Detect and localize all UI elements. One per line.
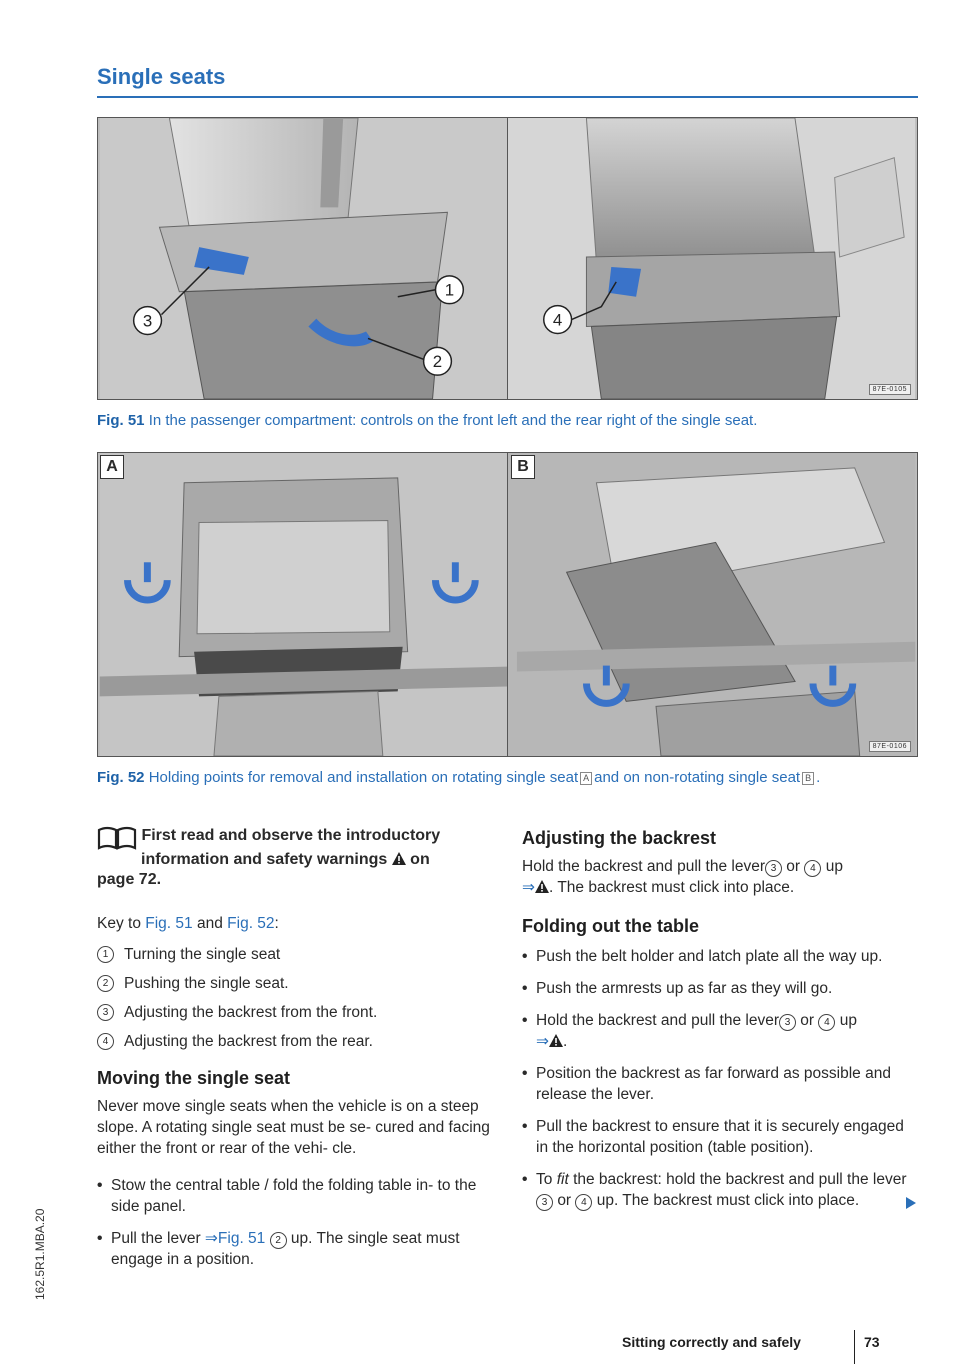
caption-label: Fig. 52 — [97, 769, 145, 786]
panel-label-a: A — [100, 455, 124, 479]
inline-mark-a: A — [580, 772, 592, 785]
callout-number: 3 — [97, 1004, 114, 1021]
key-item — [97, 973, 497, 994]
svg-text:3: 3 — [142, 311, 153, 331]
key-intro — [97, 913, 497, 934]
bullet-text-post: up. The backrest must click into place. — [596, 1192, 860, 1209]
bullet-item: • Push the armrests up as far as they will go. — [522, 980, 833, 997]
bullet-text: Position the backrest as far forward as possible and release the lever. — [536, 1065, 891, 1103]
callout-number: 3 — [779, 1014, 796, 1031]
figure-51-illustration — [98, 118, 917, 399]
continue-arrow-icon[interactable] — [906, 1197, 916, 1209]
heading-adjusting-backrest: Adjusting the backrest — [522, 828, 717, 848]
bullet-text-pre: To — [536, 1171, 553, 1188]
bullet-item: • Hold the backrest and pull the lever 3 or 4 up ⇒ . — [522, 1012, 857, 1050]
callout-number: 1 — [97, 946, 114, 963]
bullet-or: or — [557, 1192, 572, 1209]
key-and: and — [196, 915, 223, 932]
callout-number: 4 — [575, 1194, 592, 1211]
image-code: 87E-0105 — [869, 384, 911, 395]
svg-text:1: 1 — [444, 280, 455, 300]
caption-text: In the passenger compartment: controls on the front left and the rear right of the single seat. — [148, 412, 758, 429]
bullet-item: • Pull the backrest to ensure that it is securely engaged in the horizontal position (table position). — [522, 1116, 917, 1158]
image-code: 87E-0106 — [869, 741, 911, 752]
inline-mark-b: B — [802, 772, 814, 785]
bullet-text — [536, 1169, 917, 1211]
bullet-text-post: up. The single seat must engage in a position. — [111, 1230, 460, 1268]
document-code: 162.5R1.MBA.20 — [33, 1208, 47, 1300]
key-item-text: Turning the single seat — [124, 946, 281, 963]
intro-note — [97, 826, 497, 890]
warning-link[interactable]: ⇒ — [536, 1033, 549, 1050]
callout-number: 4 — [804, 860, 821, 877]
book-icon — [97, 826, 137, 850]
warning-link[interactable]: ⇒ — [522, 879, 535, 896]
svg-text:4: 4 — [552, 310, 563, 330]
key-intro-text: Key to — [97, 915, 141, 932]
footer-divider — [854, 1330, 855, 1364]
caption-text-1: Holding points for removal and installation on rotating single seat — [148, 769, 579, 786]
warning-icon — [549, 1034, 563, 1047]
adjust-or: or — [786, 858, 801, 875]
callout-number: 2 — [97, 975, 114, 992]
intro-note-on: on — [410, 851, 430, 868]
caption-label: Fig. 51 — [97, 412, 145, 429]
section-title: Single seats — [97, 64, 226, 89]
bullet-end: . — [563, 1033, 568, 1050]
caption-text-2: and on non-rotating single seat — [594, 769, 801, 786]
adjust-paragraph — [522, 856, 917, 898]
key-item — [97, 1031, 497, 1052]
page-number: 73 — [864, 1334, 880, 1350]
key-item-text: Adjusting the backrest from the rear. — [124, 1033, 373, 1050]
bullet-text-pre: Pull the lever — [111, 1230, 201, 1247]
figure-52 — [97, 452, 918, 757]
bullet-text: Push the armrests up as far as they will go. — [536, 980, 833, 997]
key-item — [97, 1002, 497, 1023]
key-item-text: Pushing the single seat. — [124, 975, 289, 992]
callout-number: 4 — [97, 1033, 114, 1050]
bullet-item: • To fit the backrest: hold the backrest and pull the lever3 or 4 up. The backrest must click into place. — [522, 1169, 917, 1211]
link-fig-51[interactable]: Fig. 51 — [145, 915, 193, 932]
callout-number: 3 — [765, 860, 782, 877]
callout-number: 2 — [270, 1232, 287, 1249]
right-column — [522, 826, 917, 1222]
bullet-item: • Stow the central table / fold the folding table in- to the side panel. — [97, 1175, 497, 1217]
bullet-text — [111, 1228, 497, 1270]
bullet-item: • Push the belt holder and latch plate all the way up. — [522, 948, 883, 965]
intro-note-page: page 72. — [97, 871, 162, 888]
key-colon: : — [274, 915, 279, 932]
intro-note-line1: First read and observe the introductory — [141, 827, 441, 844]
bullet-text — [536, 1010, 857, 1052]
heading-folding-table: Folding out the table — [522, 916, 699, 936]
bullet-emphasis: fit — [556, 1171, 569, 1188]
figure-52-caption — [97, 767, 897, 788]
bullet-text-pre: Hold the backrest and pull the lever — [536, 1012, 779, 1029]
title-rule — [97, 96, 918, 98]
bullet-text-mid: the backrest: hold the backrest and pull the lever — [573, 1171, 907, 1188]
panel-label-b: B — [511, 455, 535, 479]
callout-number: 4 — [818, 1014, 835, 1031]
heading-moving-seat: Moving the single seat — [97, 1068, 291, 1088]
key-item — [97, 944, 497, 965]
callout-number: 3 — [536, 1194, 553, 1211]
figure-51 — [97, 117, 918, 400]
bullet-text: Pull the backrest to ensure that it is securely engaged in the horizontal position (table position). — [536, 1118, 904, 1156]
figure-52-illustration — [98, 453, 917, 756]
adjust-text-post: . The backrest must click into place. — [549, 879, 795, 896]
bullet-up: up — [839, 1012, 857, 1029]
link-fig-52[interactable]: Fig. 52 — [227, 915, 275, 932]
adjust-up: up — [825, 858, 843, 875]
warning-icon — [535, 880, 549, 893]
bullet-text: Push the belt holder and latch plate all the way up. — [536, 948, 883, 965]
adjust-text-pre: Hold the backrest and pull the lever — [522, 858, 765, 875]
bullet-item: • Position the backrest as far forward as possible and release the lever. — [522, 1063, 917, 1105]
moving-paragraph: Never move single seats when the vehicle is on a steep slope. A rotating single seat must be se- cured and facing either the front or rear of the vehi- cle. — [97, 1098, 490, 1157]
left-column — [97, 826, 497, 1281]
key-item-text: Adjusting the backrest from the front. — [124, 1004, 378, 1021]
caption-end: . — [816, 769, 821, 786]
bullet-item: • Pull the lever ⇒Fig. 51 2 up. The single seat must engage in a position. — [97, 1228, 497, 1270]
link-fig-51[interactable]: ⇒Fig. 51 — [204, 1230, 266, 1247]
bullet-text: Stow the central table / fold the folding table in- to the side panel. — [111, 1177, 477, 1215]
intro-note-line2: information and safety warnings — [141, 851, 388, 868]
warning-icon — [392, 852, 406, 865]
svg-text:2: 2 — [432, 352, 443, 372]
footer-section-title: Sitting correctly and safely — [622, 1334, 801, 1350]
bullet-or: or — [800, 1012, 815, 1029]
figure-51-caption — [97, 410, 918, 431]
